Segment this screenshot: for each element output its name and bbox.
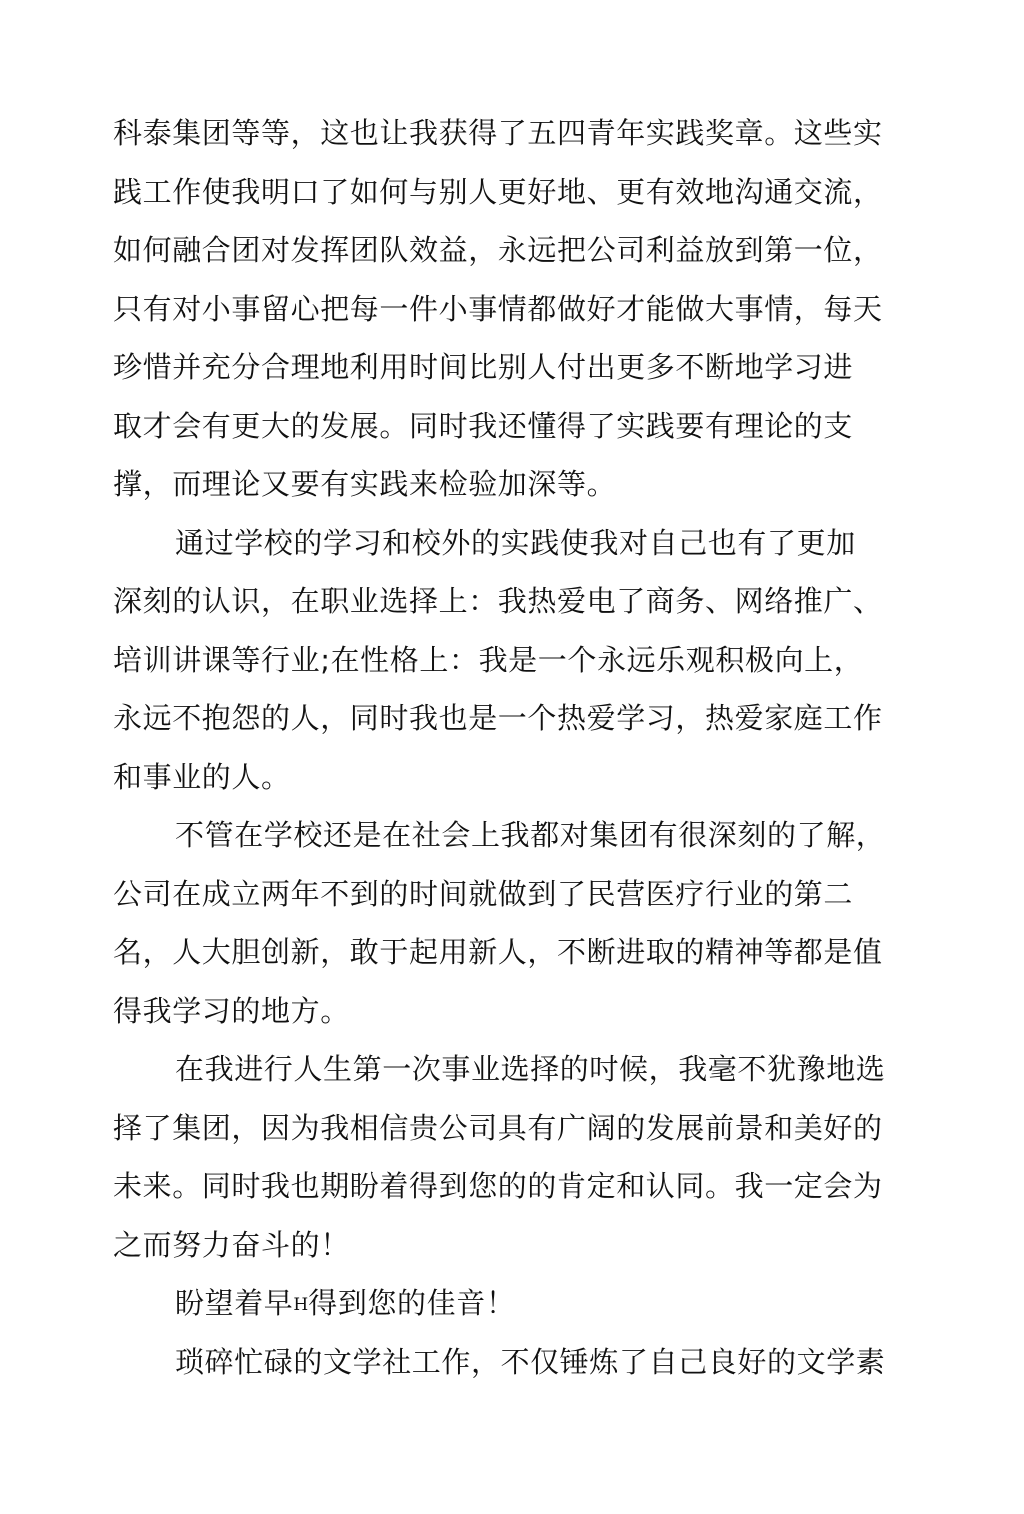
text-line: 撑，而理论又要有实践来检验加深等。	[113, 467, 617, 501]
text-line: 践工作使我明口了如何与别人更好地、更有效地沟通交流，	[113, 174, 883, 209]
text-line: 珍惜并充分合理地利用时间比别人付出更多不断地学习进	[113, 350, 854, 384]
text-line: 之而努力奋斗的！	[113, 1227, 350, 1262]
text-line: 只有对小事留心把每一件小事情都做好才能做大事情，每天	[113, 291, 883, 326]
text-line: 未来。同时我也期盼着得到您的的肯定和认同。我一定会为	[113, 1169, 883, 1203]
text-line: 择了集团，因为我相信贵公司具有广阔的发展前景和美好的	[113, 1110, 883, 1145]
paragraph-start-line: 在我进行人生第一次事业选择的吋候，我毫不犹豫地选	[175, 1052, 886, 1086]
document-body	[113, 104, 893, 1391]
paragraph-start-line	[113, 1274, 893, 1333]
paragraph-start-line: 不管在学校还是在社会上我都对集团有很深刻的了解，	[175, 818, 886, 852]
paragraph-start-line: 通过学校的学习和校外的实践使我对自己也有了更加	[175, 525, 856, 560]
text-line: 和事业的人。	[113, 759, 291, 794]
text-line: 名，人大胆创新，敢于起用新人，不断进取的精神等都是值	[113, 935, 883, 969]
text-line: 取才会有更大的发展。同时我还懂得了实践要有理论的支	[113, 408, 854, 443]
text-line: 科泰集团等等，这也让我获得了五四青年实践奖章。这些实	[113, 116, 883, 150]
paragraph-start-line: 琐碎忙碌的文学社工作，不仅锤炼了自己良好的文学素	[175, 1344, 886, 1379]
text-line: 得我学习的地方。	[113, 993, 350, 1028]
text-fragment-small: H	[293, 1295, 309, 1315]
text-line: 深刻的认识，在职业选择上：我热爱电了商务、网络推广、	[113, 584, 883, 618]
text-line: 公司在成立两年不到的时间就做到了民营医疗行业的第二	[113, 876, 854, 911]
text-fragment: 盼望着早	[175, 1286, 294, 1320]
text-line: 培训讲课等行业;在性格上：我是一个永远乐观积极向上，	[113, 642, 864, 677]
text-line: 如何融合团对发挥团队效益，永远把公司利益放到第一位，	[113, 233, 883, 267]
text-fragment: 得到您的佳音！	[308, 1286, 516, 1320]
text-line: 永远不抱怨的人，同时我也是一个热爱学习，热爱家庭工作	[113, 701, 883, 735]
